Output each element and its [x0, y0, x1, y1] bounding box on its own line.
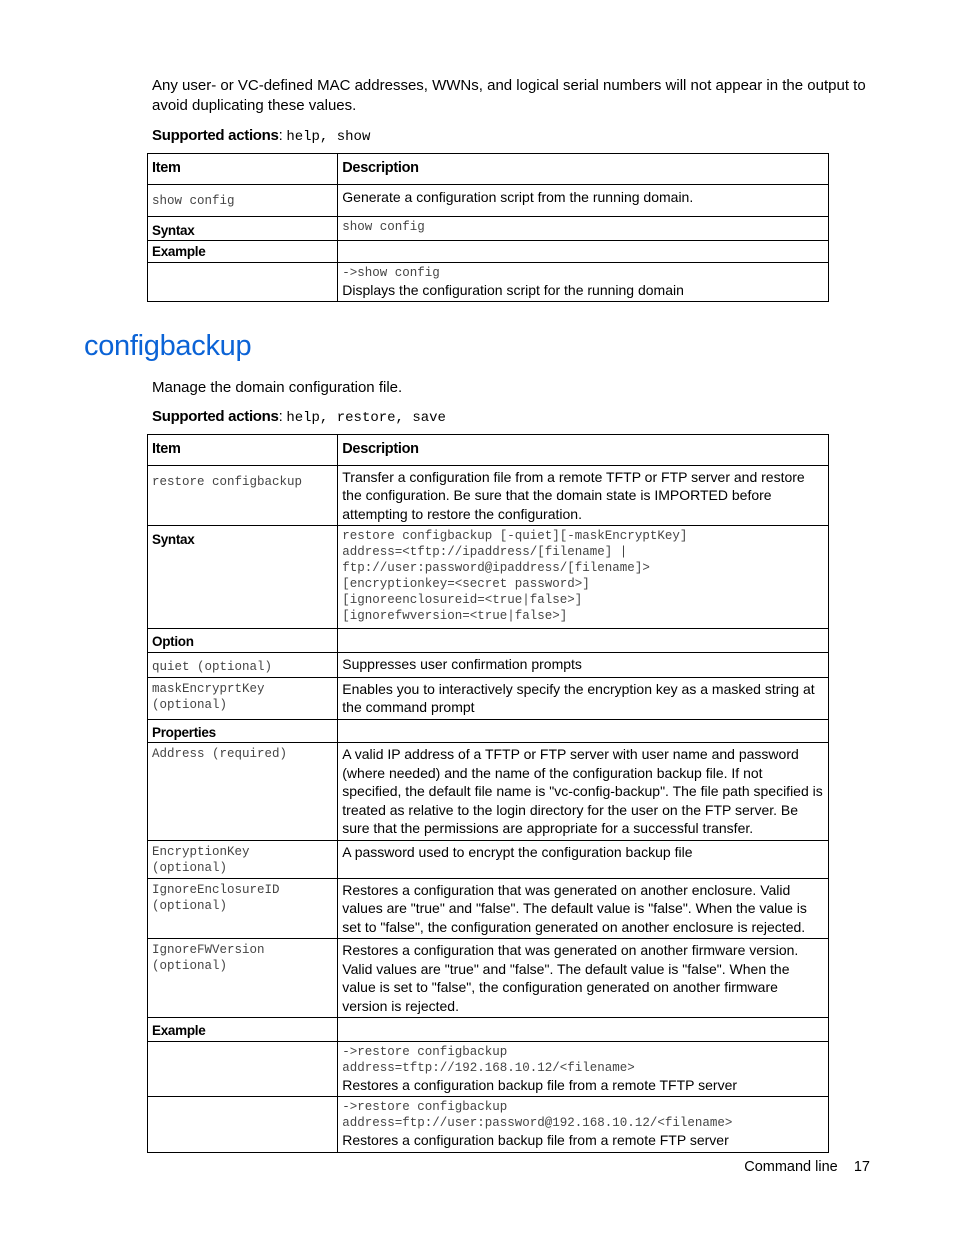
- example-label-empty: [338, 241, 829, 263]
- footer-section: Command line: [744, 1159, 838, 1175]
- example-command-line: ->restore configbackup: [342, 1044, 508, 1059]
- option-label-empty: [338, 629, 829, 653]
- property-name: [148, 939, 338, 1018]
- property-name-line: (optional): [152, 860, 228, 875]
- example-label: Example: [148, 1018, 338, 1042]
- property-name: [148, 878, 338, 939]
- supported-actions-label: Supported actions: [152, 408, 279, 425]
- table-row: [148, 629, 829, 653]
- example-label-empty: [338, 1018, 829, 1042]
- syntax-cell: [338, 216, 829, 241]
- syntax-label: Syntax: [148, 216, 338, 241]
- example-command: ->show config: [342, 265, 440, 280]
- syntax-label: Syntax: [148, 526, 338, 629]
- example-description: Restores a configuration backup file from a remote TFTP server: [342, 1076, 738, 1093]
- example-command-line: address=ftp://user:password@192.168.10.12/<filename>: [342, 1116, 733, 1130]
- supported-actions-separator: :: [278, 408, 287, 425]
- option-name-text: quiet (optional): [152, 659, 273, 674]
- table-row: [148, 719, 829, 743]
- option-label: Option: [148, 629, 338, 653]
- header-item: Item: [148, 154, 338, 185]
- table-row: [148, 878, 829, 939]
- example-cell: [338, 1097, 829, 1153]
- section-description: Manage the domain configuration file.: [152, 379, 403, 396]
- item-description: Transfer a configuration file from a remote TFTP or FTP server and restore the configuration. Be sure that the domain state is IMPORTED before attempting to restore the configuration.: [338, 465, 829, 526]
- example-description: Restores a configuration backup file from a remote FTP server: [342, 1132, 729, 1148]
- configbackup-table: [147, 434, 829, 1153]
- example-command-line: ->restore configbackup: [342, 1100, 508, 1114]
- property-description: A password used to encrypt the configuration backup file: [338, 840, 829, 878]
- property-description: A valid IP address of a TFTP or FTP server with user name and password (where needed) and the name of the configuration backup file. If not specified, the default file name is "vc-config-backup". The file path specified is treated as relative to the login directory for the user on the FTP server. Be sure that the permissions are appropriate for a successful transfer.: [338, 743, 829, 841]
- syntax-value: show config: [342, 219, 425, 234]
- show-config-table: [147, 153, 829, 302]
- item-name: show config: [152, 193, 235, 208]
- table-header-row: [148, 154, 829, 185]
- table-row: [148, 1041, 829, 1097]
- table-header-row: [148, 435, 829, 466]
- header-item: Item: [148, 435, 338, 466]
- property-name-line: EncryptionKey: [152, 844, 250, 859]
- item-cell: [148, 184, 338, 216]
- footer-page-number: 17: [853, 1159, 870, 1175]
- syntax-line: [ignoreenclosureid=<true|false>]: [342, 593, 583, 607]
- example-cell: [338, 262, 829, 302]
- syntax-line: ftp://user:password@ipaddress/[filename]>: [342, 561, 650, 575]
- option-name: [148, 677, 338, 719]
- table-row: [148, 939, 829, 1018]
- example-empty-cell: [148, 1041, 338, 1097]
- property-name-line: (optional): [152, 898, 228, 913]
- page-footer: [744, 1159, 870, 1175]
- table-row: [148, 677, 829, 719]
- option-description: Suppresses user confirmation prompts: [338, 652, 829, 677]
- property-name-line: IgnoreEnclosureID: [152, 882, 280, 897]
- table-row: [148, 526, 829, 629]
- properties-label: Properties: [148, 719, 338, 743]
- table-row: [148, 1018, 829, 1042]
- syntax-line: [ignorefwversion=<true|false>]: [342, 609, 568, 623]
- example-empty-cell: [148, 262, 338, 302]
- option-name: [148, 652, 338, 677]
- intro-paragraph: Any user- or VC-defined MAC addresses, WWNs, and logical serial numbers will not appear in the output to avoid duplicating these values.: [152, 77, 866, 114]
- property-name-line: IgnoreFWVersion: [152, 943, 265, 957]
- supported-actions-values: help, restore, save: [286, 410, 446, 426]
- syntax-line: [encryptionkey=<secret password>]: [342, 577, 590, 591]
- header-description: Description: [338, 154, 829, 185]
- example-command-line: address=tftp://192.168.10.12/<filename>: [342, 1060, 635, 1075]
- example-description: Displays the configuration script for the running domain: [342, 281, 684, 298]
- table-row: [148, 652, 829, 677]
- table-row: [148, 216, 829, 241]
- example-label: Example: [148, 241, 338, 263]
- item-description: Generate a configuration script from the running domain.: [338, 184, 829, 216]
- example-cell: [338, 1041, 829, 1097]
- properties-label-empty: [338, 719, 829, 743]
- syntax-line: address=<tftp://ipaddress/[filename] |: [342, 545, 628, 559]
- supported-actions-separator: :: [278, 127, 287, 144]
- supported-actions-values: help, show: [286, 129, 371, 145]
- property-name: [148, 840, 338, 878]
- header-description: Description: [338, 435, 829, 466]
- property-description: Restores a configuration that was generated on another enclosure. Valid values are "true" and "false". The default value is "false". When the value is set to "false", the configuration generated on another enclosure is rejected.: [338, 878, 829, 939]
- table-row: [148, 743, 829, 841]
- syntax-cell: [338, 526, 829, 629]
- property-name-line: (optional): [152, 959, 228, 973]
- supported-actions-line: [152, 127, 370, 145]
- option-name-line: maskEncryprtKey: [152, 681, 265, 696]
- table-row: [148, 1097, 829, 1153]
- supported-actions-label: Supported actions: [152, 127, 279, 144]
- table-row: [148, 262, 829, 302]
- table-row: [148, 840, 829, 878]
- section-title: configbackup: [84, 330, 252, 362]
- option-description: Enables you to interactively specify the encryption key as a masked string at the command prompt: [338, 677, 829, 719]
- table-row: [148, 184, 829, 216]
- table-row: [148, 241, 829, 263]
- item-cell: [148, 465, 338, 526]
- property-name-line: Address (required): [152, 747, 288, 761]
- syntax-line: restore configbackup [-quiet][-maskEncryptKey]: [342, 529, 688, 543]
- table-row: [148, 465, 829, 526]
- item-name: restore configbackup: [152, 474, 303, 489]
- supported-actions-line: [152, 408, 446, 426]
- example-empty-cell: [148, 1097, 338, 1153]
- property-description: Restores a configuration that was generated on another firmware version. Valid values are "true" and "false". The default value is "false". When the value is set to "false", the configuration generated on another firmware version is rejected.: [338, 939, 829, 1018]
- option-name-line: (optional): [152, 697, 228, 712]
- property-name: [148, 743, 338, 841]
